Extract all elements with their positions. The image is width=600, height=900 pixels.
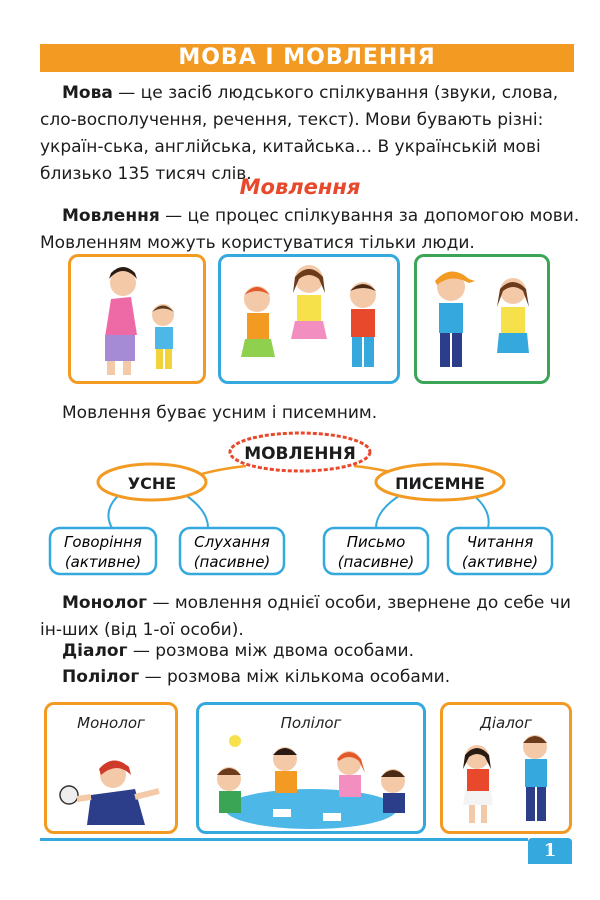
arrow-to-chytannia: [472, 494, 489, 528]
intro-paragraph: [40, 80, 580, 188]
leaf-hovorinnia-title: Говоріння: [64, 533, 142, 551]
caption-dialog: Діалог: [480, 714, 532, 732]
arrow-to-hovorinnia: [108, 494, 120, 528]
intro-text: — це засіб людського спілкування (звуки, слова, сло-восполучення, речення, текст). Мови бувають різні: україн-ська, англійська, китайська… В українській мові близько 135 тисяч слів.: [40, 83, 559, 184]
root-label: МОВЛЕННЯ: [244, 444, 356, 464]
arrow-to-slukhannia: [184, 494, 208, 528]
form-dialog-text: — розмова між двома особами.: [127, 641, 414, 661]
leaf-slukhannia-note: (пасивне): [193, 553, 271, 571]
illustration-mother-child: [68, 254, 206, 384]
form-monolog-text: — мовлення однієї особи, звернене до себе чи ін-ших (від 1-ої особи).: [40, 593, 571, 640]
caption-monolog: Монолог: [77, 714, 145, 732]
illustration-two-kids: [414, 254, 550, 384]
leaf-chytannia-title: Читання: [466, 533, 534, 551]
page-number: 1: [528, 838, 572, 864]
illustration-group-kids: [218, 254, 400, 384]
speech-diagram: [40, 430, 560, 580]
form-monolog: [40, 590, 580, 644]
caption-polilog: Полілог: [280, 714, 342, 732]
bottom-rule: [40, 838, 528, 841]
branch-pysemne-label: ПИСЕМНЕ: [395, 474, 485, 493]
kinds-sentence: Мовлення буває усним і писемним.: [62, 403, 378, 423]
definition-text: — це процес спілкування за допомогою мови. Мовленням можуть користуватися тільки люди.: [40, 206, 580, 253]
leaf-pysmo-note: (пасивне): [337, 553, 415, 571]
intro-term: Мова: [62, 83, 113, 103]
branch-usne-label: УСНЕ: [127, 474, 177, 493]
arrow-to-pysmo: [376, 494, 402, 528]
leaf-pysmo-title: Письмо: [346, 533, 406, 551]
leaf-slukhannia-title: Слухання: [194, 533, 270, 551]
leaf-hovorinnia-note: (активне): [64, 553, 142, 571]
form-dialog: [40, 638, 580, 665]
page-banner: МОВА І МОВЛЕННЯ: [40, 44, 574, 72]
leaf-chytannia-note: (активне): [461, 553, 539, 571]
form-dialog-term: Діалог: [62, 641, 128, 661]
form-monolog-term: Монолог: [62, 593, 148, 613]
section-title: Мовлення: [239, 175, 361, 199]
illustration-monolog: [44, 702, 178, 834]
definition-paragraph: [40, 203, 580, 257]
form-polilog-text: — розмова між кількома особами.: [139, 667, 451, 687]
form-polilog: [40, 664, 580, 691]
definition-term: Мовлення: [62, 206, 160, 226]
illustration-dialog: [440, 702, 572, 834]
illustration-polilog: [196, 702, 426, 834]
form-polilog-term: Полілог: [62, 667, 140, 687]
